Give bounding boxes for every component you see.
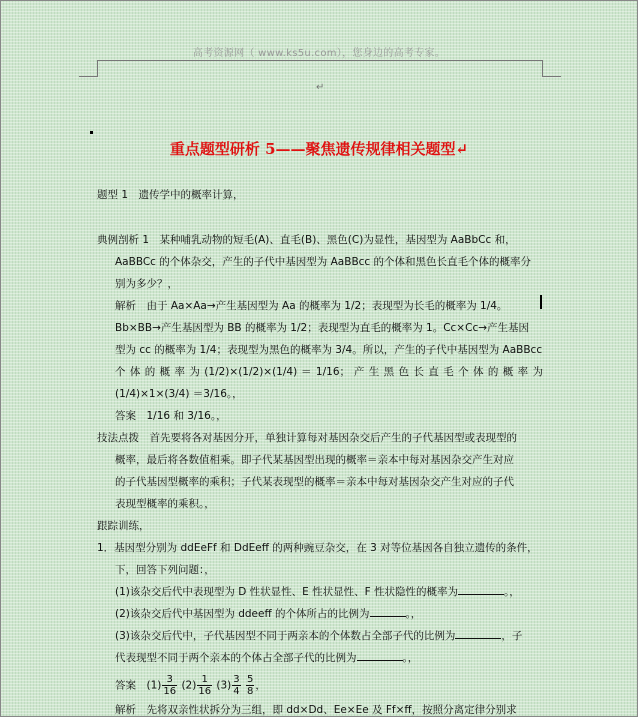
fraction: [246, 674, 254, 697]
fraction: [162, 674, 177, 697]
answer-blank[interactable]: [357, 651, 403, 661]
section-heading[interactable]: 跟踪训练，: [97, 520, 150, 532]
question-line[interactable]: 下，回答下列问题：，: [115, 564, 215, 576]
fraction: [232, 674, 240, 697]
text-line[interactable]: 的子代基因型概率的乘积；子代某表现型的概率＝亲本中每对基因杂交产生对应的子代: [115, 476, 514, 488]
text-line[interactable]: 概率，最后将各数值相乘。即子代某基因型出现的概率＝亲本中每对基因杂交产生对应: [115, 454, 514, 466]
fraction-den: 8: [247, 686, 254, 697]
text-line[interactable]: 题型 1 遗传学中的概率计算，: [97, 189, 244, 201]
fraction: [197, 674, 212, 697]
punct: 。，: [503, 586, 520, 598]
header-corner-left: [79, 60, 98, 77]
header-divider: [97, 60, 542, 61]
question-text: (2)该杂交后代中基因型为 ddeeff 的个体所占的比例为: [115, 608, 370, 620]
punct: ，: [255, 679, 266, 692]
fraction-num: 3: [233, 674, 240, 685]
fraction-num: 1: [197, 674, 212, 686]
fraction-den: 4: [233, 686, 240, 697]
text-line[interactable]: 表现型概率的乘积。，: [115, 498, 215, 510]
text-line[interactable]: 解析 先将双亲性状拆分为三组，即 dd×Dd、Ee×Ee 及 Ff×ff，按照分离定律分别求: [115, 704, 517, 716]
text-line[interactable]: 技法点拨 首先要将各对基因分开，单独计算每对基因杂交后产生的子代基因型或表现型的: [97, 432, 517, 444]
text-line[interactable]: 个 体 的 概 率 为 (1/2)×(1/2)×(1/4) ＝ 1/16； 产 生 黑 色 长 直 毛 个 体 的 概 率 为: [115, 366, 543, 378]
punct: 。，: [405, 608, 422, 620]
text-line[interactable]: 典例剖析 1 某种哺乳动物的短毛(A)、直毛(B)、黑色(C)为显性，基因型为 AaBbCc 和，: [97, 234, 516, 246]
text-line[interactable]: (1/4)×1×(3/4) ＝3/16。，: [115, 388, 243, 400]
fraction-num: 3: [162, 674, 177, 686]
page-header: 高考资源网（ www.ks5u.com），您身边的高考专家。: [192, 48, 446, 59]
answer-part: (2): [181, 679, 197, 692]
fraction-den: 16: [198, 686, 212, 697]
answer-blank[interactable]: [455, 629, 501, 639]
question-text: (3)该杂交后代中，子代基因型不同于两亲本的个体数占全部子代的比例为: [115, 630, 456, 642]
question-line[interactable]: [115, 585, 520, 599]
question-line[interactable]: 1．基因型分别为 ddEeFf 和 DdEeff 的两种豌豆杂交，在 3 对等位基因各自独立遗传的条件，: [97, 542, 538, 554]
answer-line[interactable]: [115, 674, 266, 697]
text-line[interactable]: 型为 cc 的概率为 1/4；表现型为黑色的概率为 3/4。所以，产生的子代中基因型为 AaBBcc: [115, 344, 543, 356]
text-line[interactable]: Bb×BB→产生基因型为 BB 的概率为 1/2；表现型为直毛的概率为 1。Cc×Cc→产生基因: [115, 322, 530, 334]
answer-line[interactable]: 答案 1/16 和 3/16。，: [115, 410, 227, 422]
punct: 。，: [402, 652, 419, 664]
text-line[interactable]: 别为多少？，: [115, 278, 178, 290]
text-cursor: [540, 295, 542, 309]
bullet-dot: [90, 131, 93, 134]
document-title[interactable]: 重点题型研析 5——聚焦遗传规律相关题型↵: [169, 140, 469, 158]
answer-label: 答案 (1): [115, 679, 162, 692]
punct: ，子: [501, 630, 523, 642]
answer-blank[interactable]: [370, 607, 406, 617]
fraction-num: 5: [247, 674, 254, 685]
header-corner-right: [542, 60, 561, 77]
question-line[interactable]: [115, 607, 421, 621]
fraction-den: 16: [163, 686, 177, 697]
question-text: (1)该杂交后代中表现型为 D 性状显性、E 性状显性、F 性状隐性的概率为: [115, 586, 458, 598]
text-line[interactable]: 解析 由于 Aa×Aa→产生基因型为 Aa 的概率为 1/2；表现型为长毛的概率为 1/4。: [115, 300, 508, 312]
answer-part: (3): [216, 679, 232, 692]
question-line[interactable]: [115, 629, 522, 643]
question-line[interactable]: [115, 651, 418, 665]
question-text: 代表现型不同于两个亲本的个体占全部子代的比例为: [115, 652, 357, 664]
answer-blank[interactable]: [458, 585, 504, 595]
paragraph-return-icon: ↵: [316, 82, 325, 93]
text-line[interactable]: AaBBCc 的个体杂交，产生的子代中基因型为 AaBBcc 的个体和黑色长直毛个体的概率分: [115, 256, 532, 268]
